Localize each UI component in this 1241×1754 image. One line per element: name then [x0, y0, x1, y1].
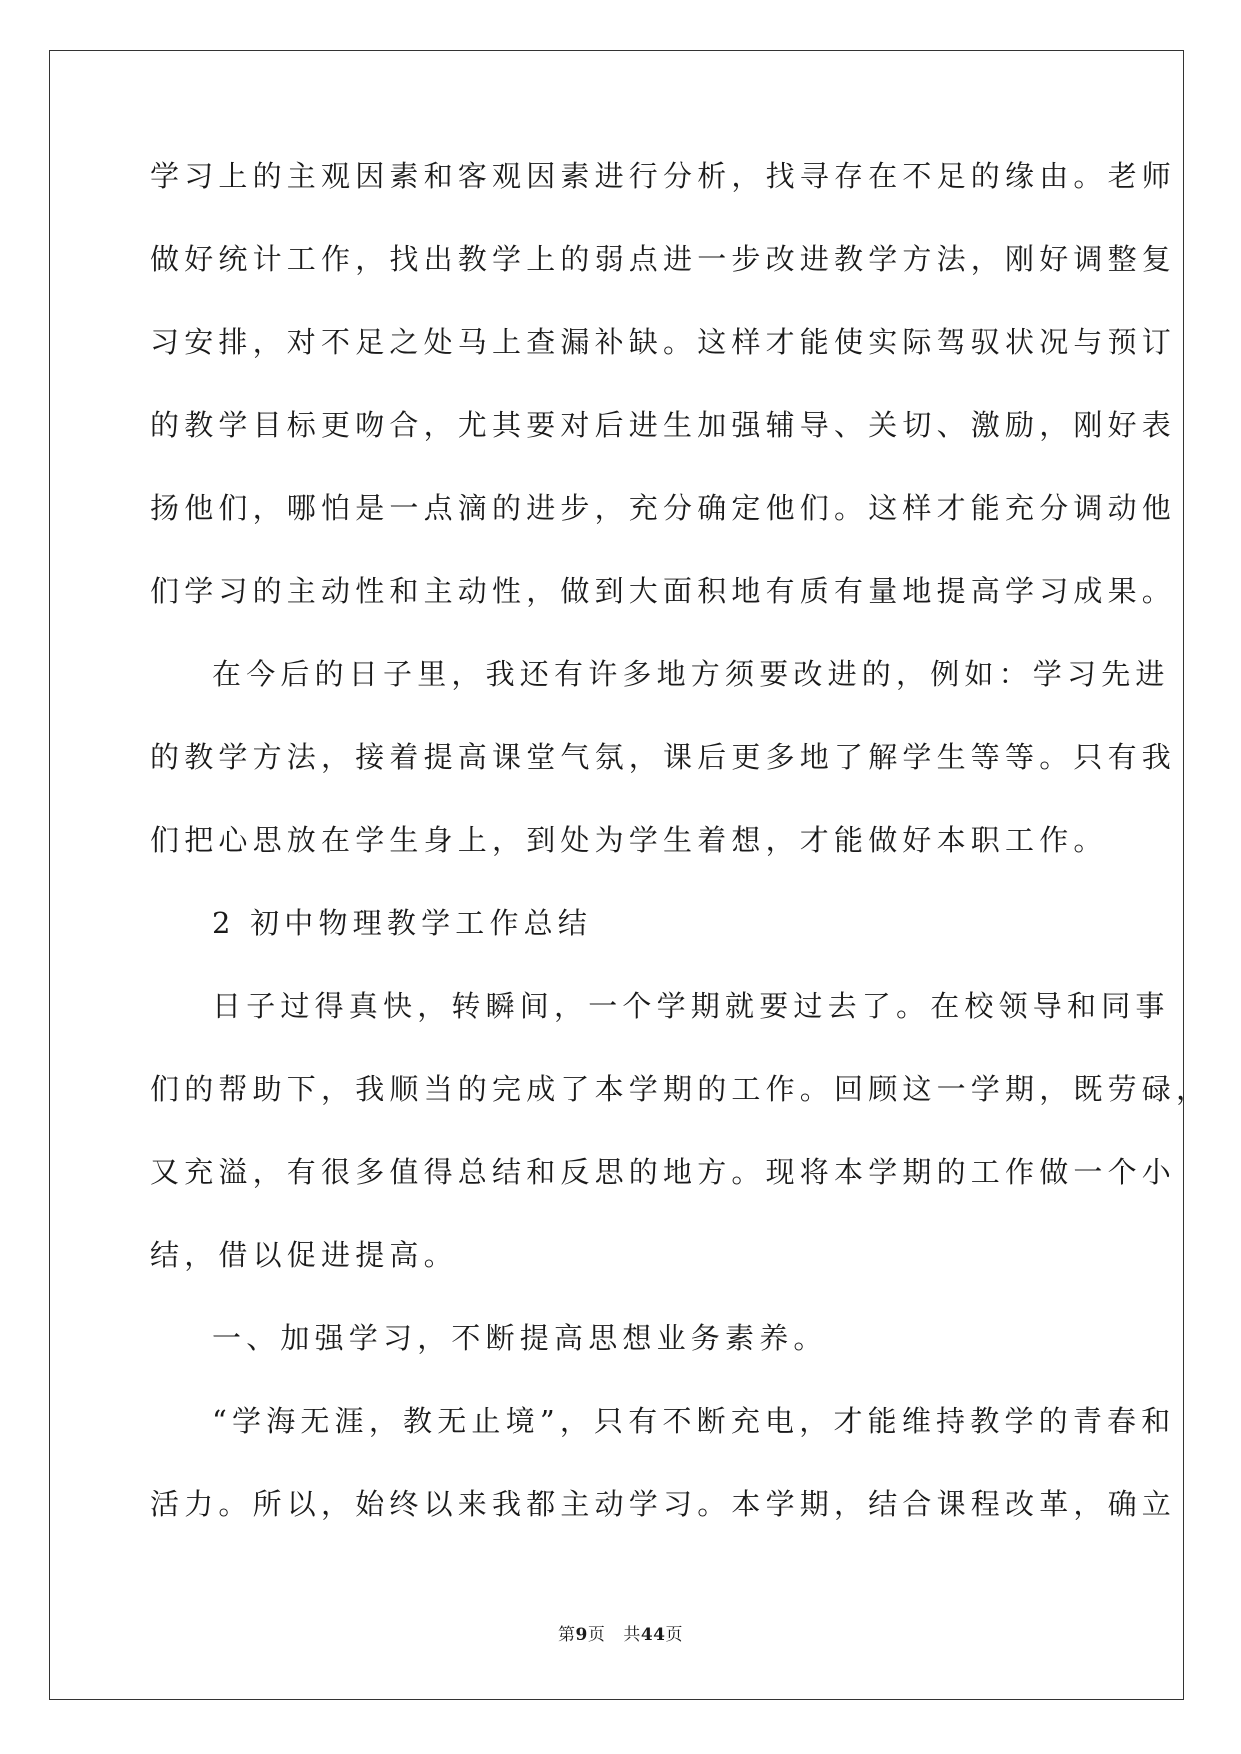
- text-line: 活力。所以，始终以来我都主动学习。本学期，结合课程改革，确立: [150, 1487, 1177, 1521]
- text-line: 做好统计工作，找出教学上的弱点进一步改进教学方法，刚好调整复: [150, 242, 1177, 276]
- paragraph-start-line: 在今后的日子里，我还有许多地方须要改进的，例如：学习先进: [212, 657, 1170, 691]
- text-line: 结，借以促进提高。: [150, 1238, 458, 1272]
- text-line: 习安排，对不足之处马上查漏补缺。这样才能使实际驾驭状况与预订: [150, 325, 1177, 359]
- text-line: 的教学目标更吻合，尤其要对后进生加强辅导、关切、激励，刚好表: [150, 408, 1177, 442]
- text-line: 们学习的主动性和主动性，做到大面积地有质有量地提高学习成果。: [150, 574, 1177, 608]
- document-body: [150, 155, 1211, 1566]
- text-line: 的教学方法，接着提高课堂气氛，课后更多地了解学生等等。只有我: [150, 740, 1177, 774]
- page-prefix: 第: [557, 1625, 576, 1645]
- total-prefix: 共: [623, 1625, 641, 1645]
- total-suffix: 页: [665, 1625, 683, 1645]
- paragraph-start-line: 日子过得真快，转瞬间，一个学期就要过去了。在校领导和同事: [212, 989, 1170, 1023]
- total-pages: 44: [640, 1625, 666, 1645]
- text-line: 扬他们，哪怕是一点滴的进步，充分确定他们。这样才能充分调动他: [150, 491, 1177, 525]
- page-number: 9: [575, 1625, 588, 1645]
- section-heading: 2 初中物理教学工作总结: [212, 906, 593, 940]
- text-line: 们的帮助下，我顺当的完成了本学期的工作。回顾这一学期，既劳碌，: [150, 1072, 1211, 1106]
- text-line: 学习上的主观因素和客观因素进行分析，找寻存在不足的缘由。老师: [150, 159, 1177, 193]
- text-line: 们把心思放在学生身上，到处为学生着想，才能做好本职工作。: [150, 823, 1108, 857]
- paragraph-start-line: “学海无涯，教无止境”，只有不断充电，才能维持教学的青春和: [212, 1404, 1176, 1438]
- page-suffix: 页: [587, 1625, 606, 1645]
- page-footer: [0, 1620, 1241, 1645]
- text-line: 又充溢，有很多值得总结和反思的地方。现将本学期的工作做一个小: [150, 1155, 1177, 1189]
- subsection-heading: 一、加强学习，不断提高思想业务素养。: [212, 1321, 828, 1355]
